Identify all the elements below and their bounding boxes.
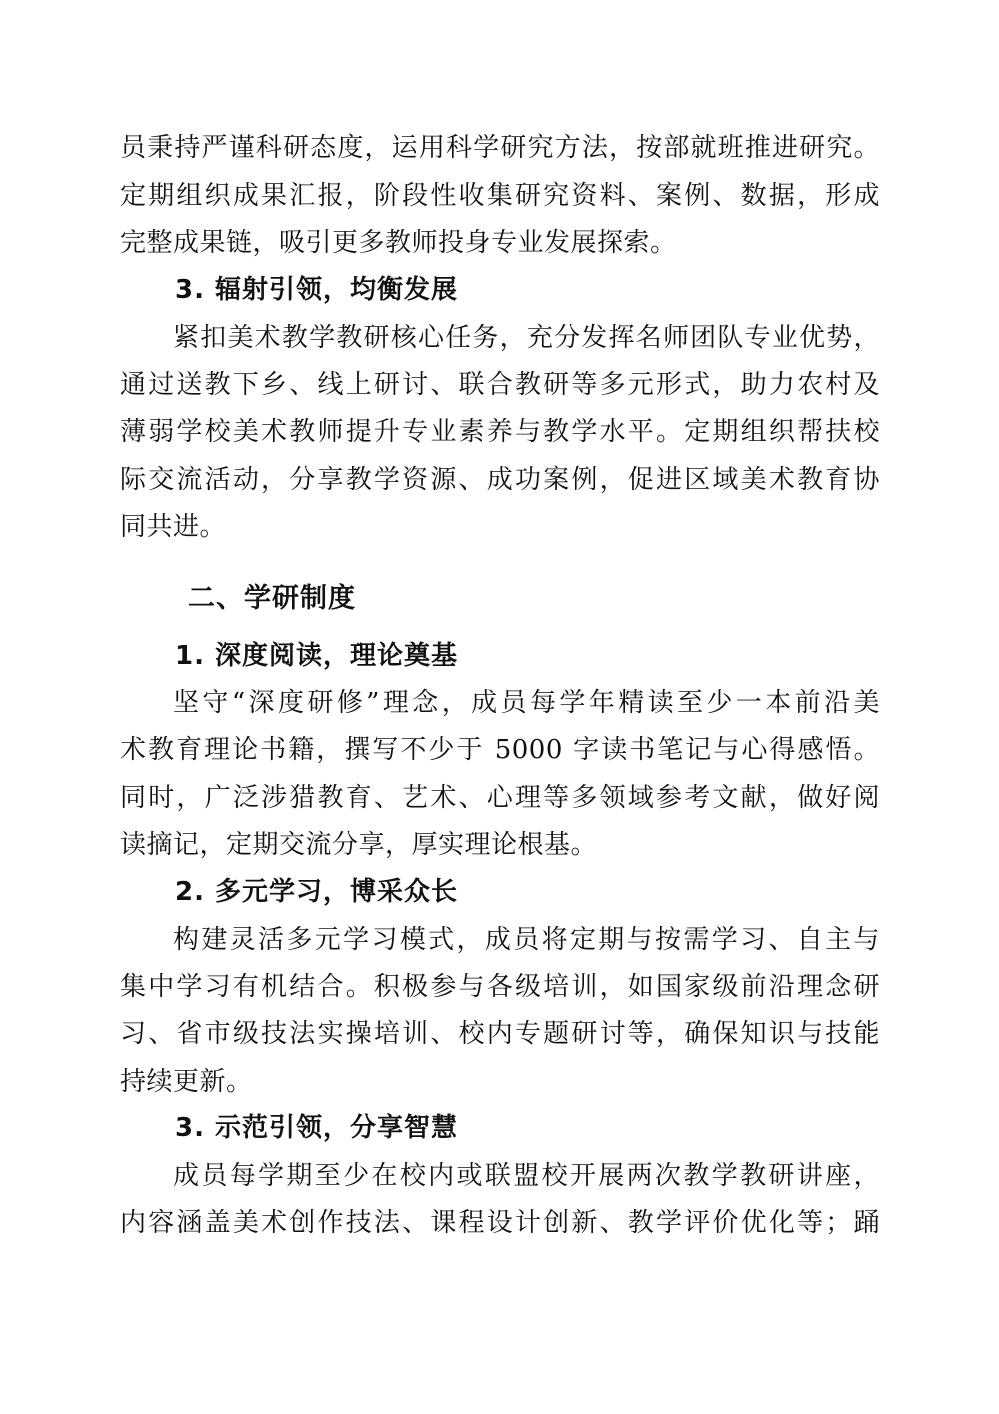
section-title: 二、学研制度 — [188, 583, 356, 614]
paragraph-line: 习、省市级技法实操培训、校内专题研讨等，确保知识与技能 — [120, 1019, 880, 1049]
paragraph-line: 内容涵盖美术创作技法、课程设计创新、教学评价优化等；踊 — [120, 1208, 880, 1238]
paragraph-line: 持续更新。 — [120, 1067, 253, 1097]
paragraph-line: 坚守“深度研修”理念，成员每学年精读至少一本前沿美 — [173, 688, 880, 718]
subsection-heading: 3. 辐射引领，均衡发展 — [175, 275, 459, 305]
paragraph-line: 定期组织成果汇报，阶段性收集研究资料、案例、数据，形成 — [120, 181, 880, 211]
paragraph-line: 术教育理论书籍，撰写不少于 5000 字读书笔记与心得感悟。 — [120, 735, 880, 765]
paragraph-line: 构建灵活多元学习模式，成员将定期与按需学习、自主与 — [173, 925, 880, 955]
subsection-heading: 3. 示范引领，分享智慧 — [175, 1113, 459, 1143]
paragraph-line: 完整成果链，吸引更多教师投身专业发展探索。 — [120, 228, 677, 258]
subsection-heading: 2. 多元学习，博采众长 — [175, 877, 459, 907]
paragraph-line: 薄弱学校美术教师提升专业素养与教学水平。定期组织帮扶校 — [120, 417, 880, 447]
paragraph-line: 成员每学期至少在校内或联盟校开展两次教学教研讲座， — [173, 1161, 880, 1191]
paragraph-line: 通过送教下乡、线上研讨、联合教研等多元形式，助力农村及 — [120, 370, 880, 400]
paragraph-line: 集中学习有机结合。积极参与各级培训，如国家级前沿理念研 — [120, 972, 880, 1002]
paragraph-line: 读摘记，定期交流分享，厚实理论根基。 — [120, 830, 598, 860]
paragraph-line: 紧扣美术教学教研核心任务，充分发挥名师团队专业优势， — [173, 323, 880, 353]
paragraph-line: 同共进。 — [120, 512, 227, 542]
paragraph-line: 员秉持严谨科研态度，运用科学研究方法，按部就班推进研究。 — [120, 133, 880, 163]
paragraph-line: 际交流活动，分享教学资源、成功案例，促进区域美术教育协 — [120, 465, 880, 495]
subsection-heading: 1. 深度阅读，理论奠基 — [175, 641, 459, 671]
paragraph-line: 同时，广泛涉猎教育、艺术、心理等多领域参考文献，做好阅 — [120, 783, 880, 813]
